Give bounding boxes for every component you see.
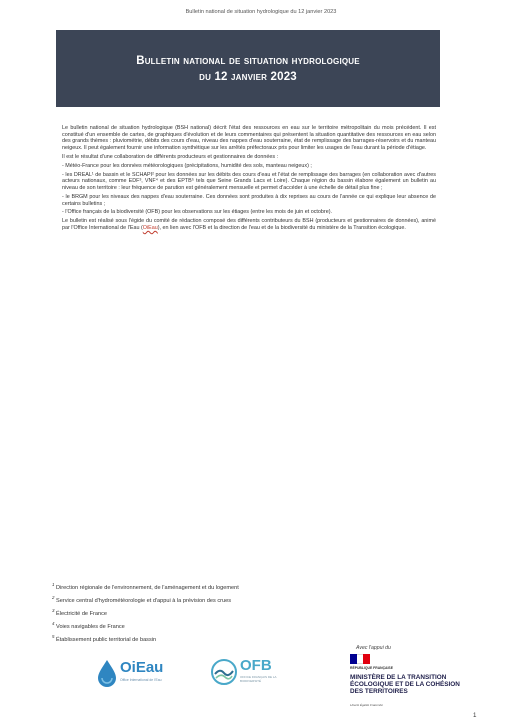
- oieau-drop-logo-icon: [96, 658, 118, 688]
- ministere-name: MINISTÈRE DE LA TRANSITION ÉCOLOGIQUE ET DE LA COHÉSION DES TERRITOIRES: [350, 674, 460, 696]
- support-label: Avec l'appui du: [356, 645, 391, 651]
- footnote-text: Voies navigables de France: [56, 624, 125, 631]
- title-line-1-rest: ulletin national de situation hydrologique: [144, 54, 360, 67]
- footnote-number: 1: [52, 582, 55, 587]
- page-number: 1: [473, 712, 477, 719]
- french-flag-icon: [350, 654, 370, 664]
- title-line-2-rest: janvier 2023: [231, 70, 297, 83]
- footnote-number: 2: [52, 595, 55, 601]
- footnote-text: Électricité de France: [56, 610, 108, 617]
- list-item: - l'Office français de la biodiversité (OFB) pour les observations sur les étiages (entre les mois de juin et octobre).: [62, 209, 332, 216]
- footnote: [52, 580, 452, 593]
- footnote-text: Établissement public territorial de bassin: [56, 637, 157, 644]
- footnote: [52, 619, 452, 632]
- footnotes: [52, 580, 452, 645]
- title-banner: [56, 30, 440, 107]
- running-header: Bulletin national de situation hydrologique du 12 janvier 2023: [185, 9, 337, 15]
- oieau-wordmark: OiEau: [120, 659, 164, 676]
- closing-text-end: ), en lien avec l'OFB et la direction de l'eau et de la biodiversité du ministère de la Transition écologique.: [157, 225, 406, 232]
- ofb-wave-logo-icon: [210, 658, 238, 686]
- footnote: [52, 606, 452, 619]
- footnote-text: Direction régionale de l'environnement, de l'aménagement et du logement: [56, 584, 239, 591]
- oieau-subtitle: Office International de l'Eau: [120, 678, 162, 682]
- ministere-motto: Liberté Égalité Fraternité: [350, 703, 383, 707]
- ofb-logo: [210, 654, 286, 694]
- collab-paragraph: Il est le résultat d'une collaboration de différents producteurs et gestionnaires de données :: [62, 153, 279, 160]
- title-line-2-lead: du 12: [199, 70, 232, 83]
- oieau-abbreviation: OiEau: [142, 225, 158, 232]
- footnote-number: 3: [52, 608, 55, 614]
- ministere-logo: [350, 654, 460, 716]
- title-line-1-lead: B: [136, 54, 145, 67]
- ofb-wordmark: OFB: [240, 657, 272, 674]
- footnote: [52, 632, 452, 645]
- title-line-1: [136, 53, 360, 69]
- title-line-2: [199, 69, 297, 85]
- closing-text-start: Le bulletin est réalisé sous l'égide du comité de rédaction composé des différents contributeurs du BSH (producteurs et gestionnaires de données), animé par l'Office International de l'Eau (: [62, 218, 436, 232]
- ofb-subtitle: OFFICE FRANÇAIS DE LA BIODIVERSITÉ: [240, 675, 277, 683]
- footnote-number: 4: [52, 621, 55, 627]
- oieau-logo: [96, 656, 176, 692]
- footnote-number: 5: [52, 634, 55, 640]
- closing-paragraph: [62, 218, 436, 231]
- list-item: - les DREAL¹ de bassin et le SCHAPI² pour les données sur les débits des cours d'eau et l'état de remplissage des barrages (en collaboration avec d'autres acteurs nationaux, comme EDF³, VNF⁴ et des EPTB⁵ tels que Seine Grands Lacs et Loire). Chaque région du bassin élabore également un bulletin au niveau de son territoire : leur fréquence de parution est généralement mensuelle et permet d'accéder à une échelle de détail plus fine ;: [62, 171, 436, 191]
- body-text: [62, 125, 436, 234]
- intro-paragraph: Le bulletin national de situation hydrologique (BSH national) décrit l'état des ressources en eau sur le territoire métropolitain du mois précédent. Il est constitué d'un ensemble de cartes, de graphiques d'évolution et de leurs commentaires qui présentent la situation quantitative des ressources en eau selon des grands thèmes : pluviométrie, débits des cours d'eau, niveau des nappes d'eau souterraine, état de remplissage des barrages-réservoirs et du manteau neigeux. Il peut également fournir une information synthétique sur les arrêtés préfectoraux pris pour limiter les usages de l'eau durant la période d'étiage.: [62, 125, 436, 151]
- republique-label: RÉPUBLIQUE FRANÇAISE: [350, 666, 393, 670]
- footnote: [52, 593, 452, 606]
- list-item: - Météo-France pour les données météorologiques (précipitations, humidité des sols, manteau neigeux) ;: [62, 162, 312, 169]
- list-item: - le BRGM pour les niveaux des nappes d'eau souterraine. Ces données sont produites à dix reprises au cours de l'année ce qui explique leur absence de certains bulletins ;: [62, 193, 436, 207]
- footnote-text: Service central d'hydrométéorologie et d'appui à la prévision des crues: [56, 597, 232, 604]
